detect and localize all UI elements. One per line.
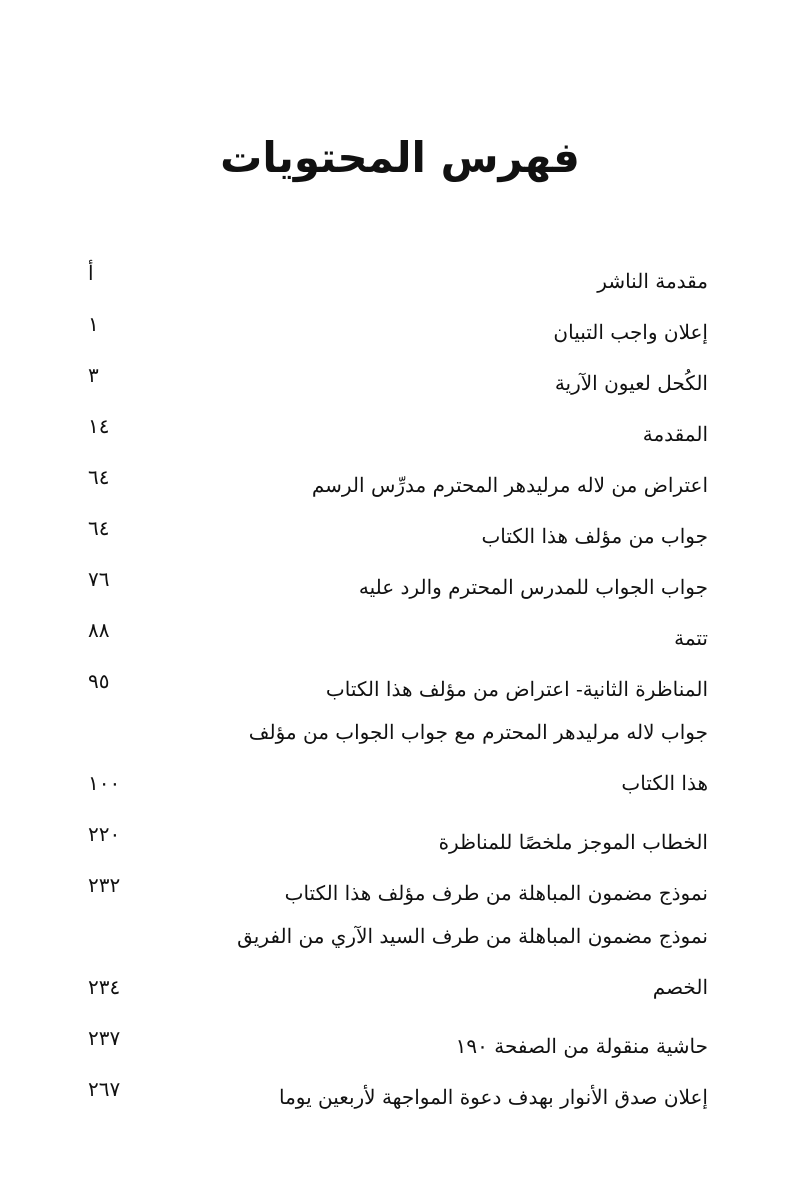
toc-entry-title: المناظرة الثانية- اعتراض من مؤلف هذا الكتاب (325, 677, 708, 701)
toc-entry-title-line: هذا الكتاب (621, 771, 708, 795)
toc-page-number: ١٠٠ (88, 771, 121, 795)
toc-row (88, 350, 708, 401)
page-title: فهرس المحتويات (220, 133, 580, 182)
toc-row (88, 911, 708, 1013)
toc-page-number: ٢٢٠ (88, 822, 121, 846)
toc-entry-title: إعلان واجب التبيان (553, 320, 708, 344)
toc-page-number: ٢٣٢ (88, 873, 121, 897)
toc-entry-title: إعلان صدق الأنوار بهدف دعوة المواجهة لأربعين يوما (278, 1085, 708, 1109)
toc-page-number: ٢٣٤ (88, 975, 121, 999)
toc-entry-title-line: نموذج مضمون المباهلة من طرف السيد الآري من الفريق (237, 924, 708, 948)
toc-page-number: ٢٣٧ (88, 1026, 121, 1050)
toc-page-number: ٢٦٧ (88, 1077, 121, 1101)
toc-row (88, 707, 708, 809)
toc-entry-title: نموذج مضمون المباهلة من طرف مؤلف هذا الكتاب (284, 881, 708, 905)
toc-row (88, 860, 708, 911)
toc-entry-title: المقدمة (642, 422, 708, 446)
toc-entry-title (188, 919, 708, 1021)
toc-row (88, 503, 708, 554)
toc-row (88, 452, 708, 503)
toc-page-number: ٦٤ (88, 516, 110, 540)
toc-entry-title-line: جواب لاله مرليدهر المحترم مع جواب الجواب من مؤلف (248, 720, 708, 744)
toc-entry-title (188, 715, 708, 817)
toc-entry-title-line: الخصم (652, 975, 708, 999)
toc-entry-title: جواب من مؤلف هذا الكتاب (481, 524, 708, 548)
toc-page-number: ٩٥ (88, 669, 110, 693)
toc-entry-title: مقدمة الناشر (597, 269, 708, 293)
toc-page-number: ٧٦ (88, 567, 110, 591)
toc-page-number: ٦٤ (88, 465, 110, 489)
toc-page-number: أ (88, 261, 94, 285)
toc-row (88, 1064, 708, 1115)
toc-page-number: ٨٨ (88, 618, 110, 642)
toc-row (88, 401, 708, 452)
toc-entry-title: اعتراض من لاله مرليدهر المحترم مدرِّس الرسم (311, 473, 708, 497)
toc-row (88, 656, 708, 707)
toc-row (88, 554, 708, 605)
toc-entry-title: الخطاب الموجز ملخصًا للمناظرة (438, 830, 708, 854)
toc-page-number: ١٤ (88, 414, 110, 438)
toc-page-number: ٣ (88, 363, 99, 387)
toc-entry-title: جواب الجواب للمدرس المحترم والرد عليه (358, 575, 708, 599)
toc-entry-title: تتمة (674, 626, 708, 650)
toc-row (88, 605, 708, 656)
table-of-contents (88, 248, 708, 1115)
toc-row (88, 248, 708, 299)
toc-row (88, 1013, 708, 1064)
toc-row (88, 809, 708, 860)
toc-page-number: ١ (88, 312, 99, 336)
toc-entry-title: الكُحل لعيون الآرية (554, 371, 708, 395)
toc-entry-title: حاشية منقولة من الصفحة ١٩٠ (455, 1034, 708, 1058)
toc-row (88, 299, 708, 350)
